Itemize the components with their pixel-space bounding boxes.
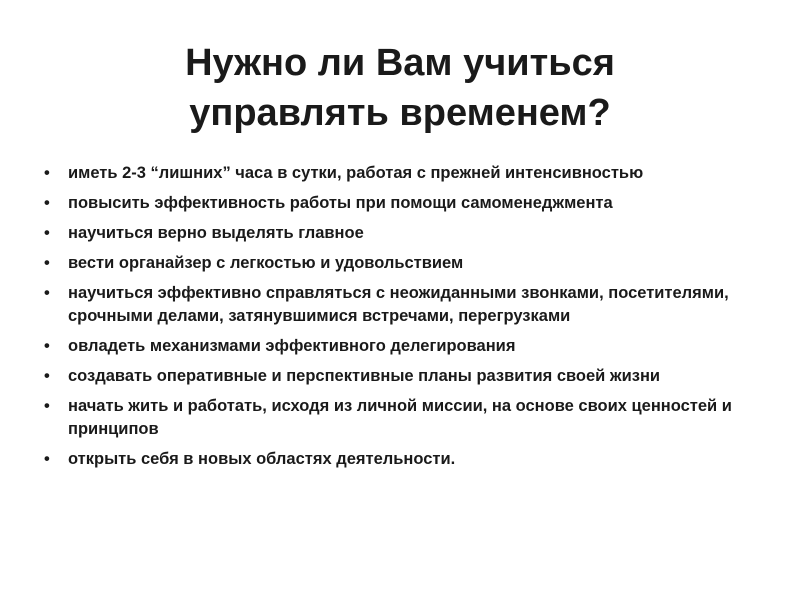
bullet-marker: • [44, 450, 50, 468]
bullet-item [44, 448, 779, 471]
bullet-item [44, 222, 779, 245]
bullet-item [44, 335, 779, 358]
bullet-text: создавать оперативные и перспективные планы развития своей жизни [68, 367, 661, 385]
slide-title-line-1: Нужно ли Вам учиться [185, 42, 615, 84]
bullet-text: научиться верно выделять главное [68, 224, 364, 242]
bullet-list [44, 162, 779, 478]
bullet-item [44, 192, 779, 215]
bullet-marker: • [44, 194, 50, 212]
bullet-marker: • [44, 397, 50, 415]
bullet-marker: • [44, 254, 50, 272]
bullet-text: научиться эффективно справляться с неожиданными звонками, посетителями, срочными делами, затянувшимися встречами, перегрузками [68, 284, 729, 325]
bullet-item [44, 395, 779, 441]
bullet-text: повысить эффективность работы при помощи самоменеджмента [68, 194, 613, 212]
bullet-text: начать жить и работать, исходя из личной миссии, на основе своих ценностей и принципов [68, 397, 732, 438]
bullet-marker: • [44, 337, 50, 355]
slide-title [40, 38, 760, 138]
bullet-marker: • [44, 367, 50, 385]
bullet-item [44, 282, 779, 328]
bullet-text: овладеть механизмами эффективного делегирования [68, 337, 516, 355]
bullet-text: иметь 2-3 “лишних” часа в сутки, работая с прежней интенсивностью [68, 164, 644, 182]
bullet-item [44, 365, 779, 388]
slide-title-line-2: управлять временем? [189, 92, 611, 134]
bullet-marker: • [44, 284, 50, 302]
bullet-text: открыть себя в новых областях деятельности. [68, 450, 456, 468]
bullet-marker: • [44, 164, 50, 182]
bullet-marker: • [44, 224, 50, 242]
bullet-item [44, 162, 779, 185]
bullet-text: вести органайзер с легкостью и удовольствием [68, 254, 464, 272]
bullet-item [44, 252, 779, 275]
